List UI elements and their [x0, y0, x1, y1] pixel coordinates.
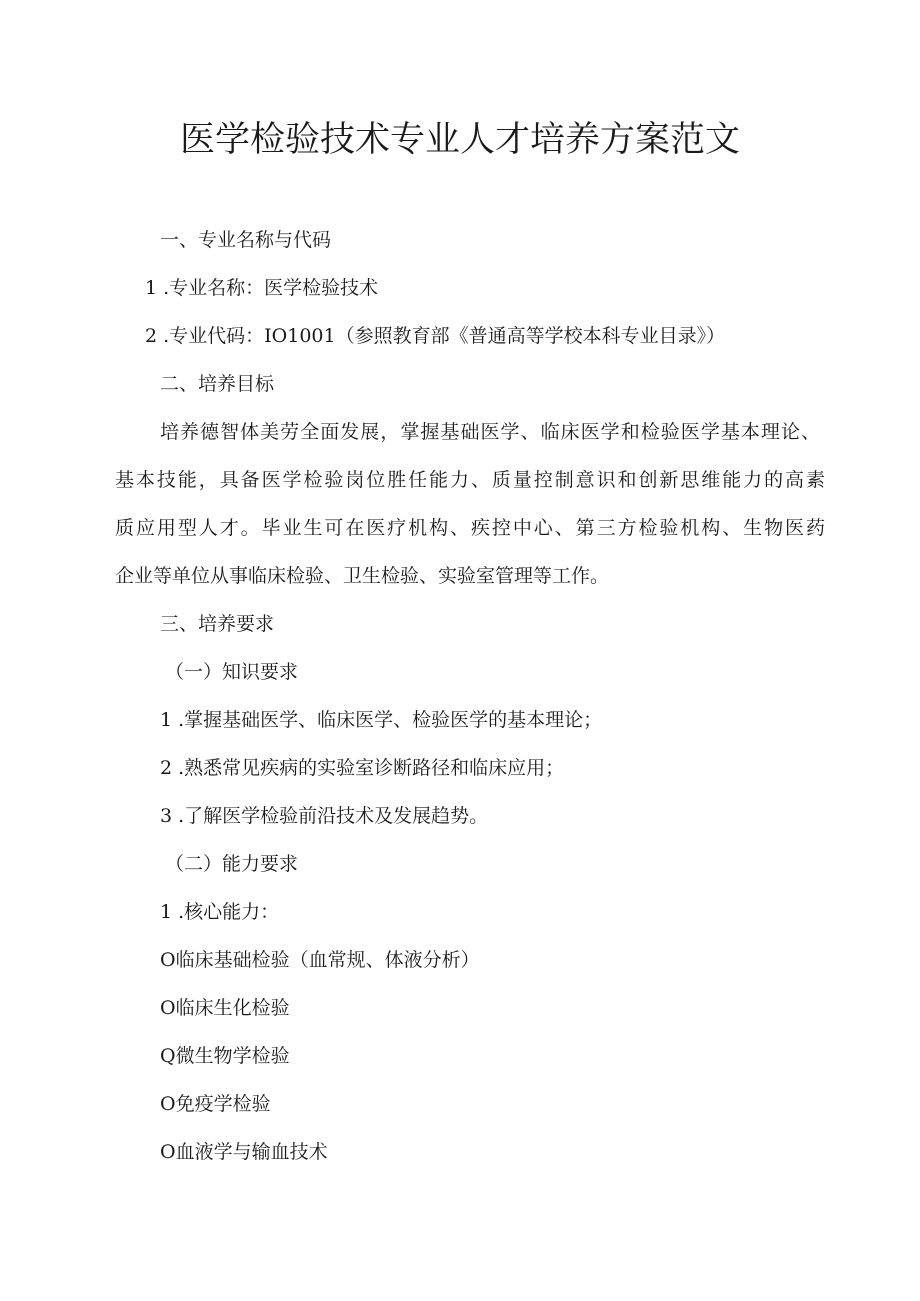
section2-paragraph-line: 质应用型人才。毕业生可在医疗机构、疾控中心、第三方检验机构、生物医药	[115, 517, 825, 539]
core-ability-item: O血液学与输血技术	[160, 1141, 328, 1163]
section1-heading: 一、专业名称与代码	[160, 229, 332, 251]
knowledge-item: 2 .熟悉常见疾病的实验室诊断路径和临床应用；	[160, 757, 565, 779]
section2-paragraph-line: 企业等单位从事临床检验、卫生检验、实验室管理等工作。	[115, 565, 610, 587]
core-ability-item: Q微生物学检验	[160, 1045, 290, 1067]
section1-item-name: 1 .专业名称：医学检验技术	[145, 277, 379, 299]
ability-heading: （二）能力要求	[165, 853, 299, 875]
knowledge-item: 1 .掌握基础医学、临床医学、检验医学的基本理论；	[160, 709, 603, 731]
core-ability-item: O临床生化检验	[160, 997, 290, 1019]
core-ability-item: O临床基础检验（血常规、体液分析）	[160, 949, 480, 971]
document-title: 医学检验技术专业人才培养方案范文	[179, 120, 740, 160]
core-ability-item: O免疫学检验	[160, 1093, 271, 1115]
knowledge-item: 3 .了解医学检验前沿技术及发展趋势。	[160, 805, 489, 827]
section1-item-code: 2 .专业代码：IO1001（参照教育部《普通高等学校本科专业目录》）	[145, 325, 726, 347]
section3-heading: 三、培养要求	[160, 613, 275, 635]
section2-paragraph-line: 培养德智体美劳全面发展，掌握基础医学、临床医学和检验医学基本理论、	[160, 421, 820, 443]
core-ability-heading: 1 .核心能力：	[160, 901, 280, 923]
section2-paragraph-line: 基本技能，具备医学检验岗位胜任能力、质量控制意识和创新思维能力的高素	[115, 469, 825, 491]
knowledge-heading: （一）知识要求	[165, 661, 299, 683]
section2-heading: 二、培养目标	[160, 373, 275, 395]
